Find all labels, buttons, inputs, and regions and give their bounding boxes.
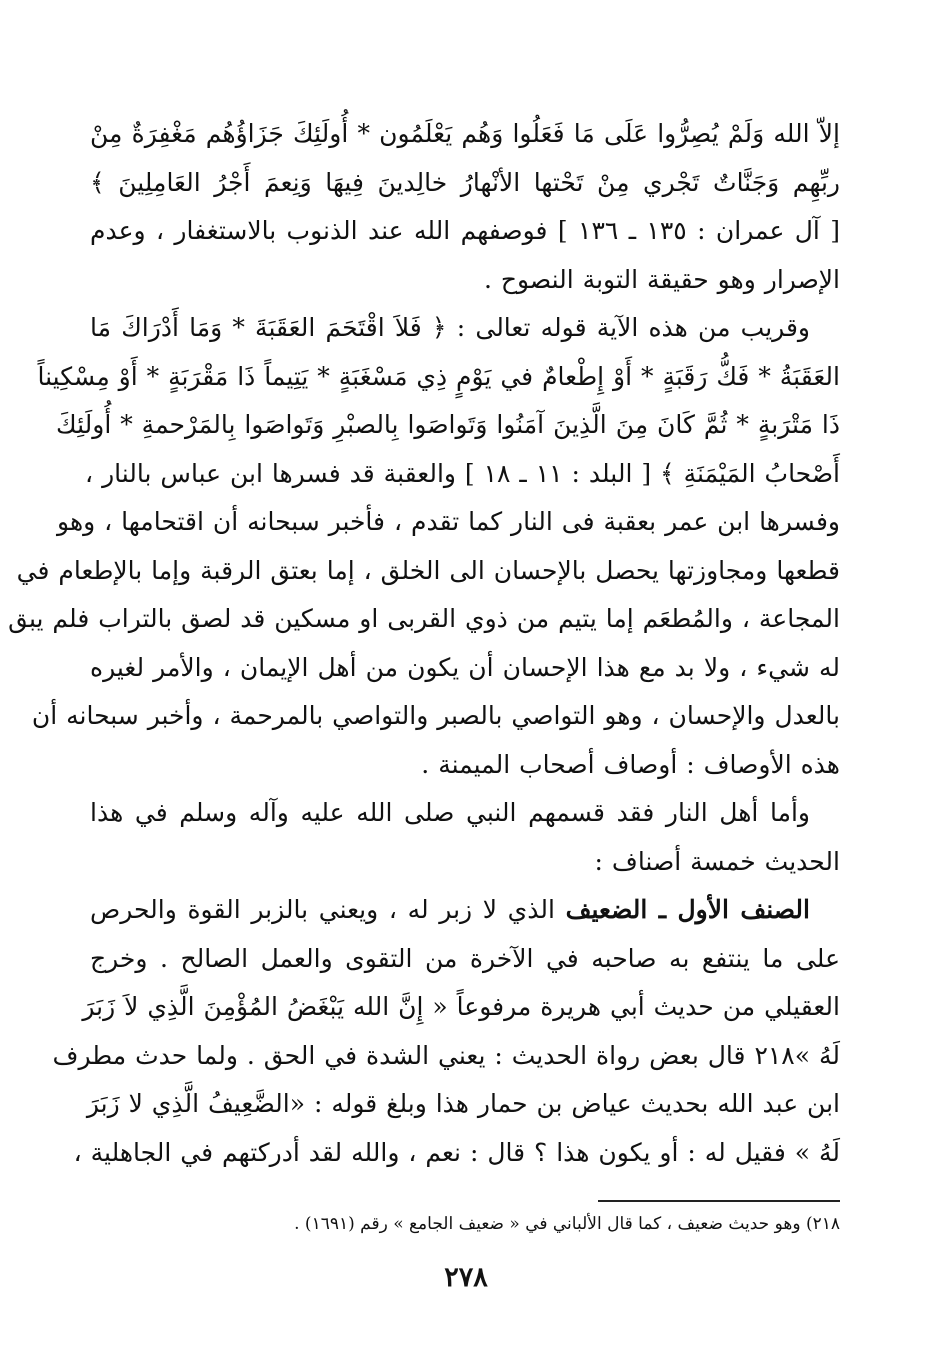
text-line: ذَا مَتْرَبةٍ * ثُمَّ كَانَ مِنَ الَّذِينَ آمَنُوا وَتَواصَوا بِالصبْرِ وَتَواصَوا بِالمَرْحمةِ * أُولَئِكَ [56,410,840,439]
text-line: العقيلي من حديث أبي هريرة مرفوعاً « إِنَّ الله يَبْغَضُ المُؤْمِنَ الَّذِي لاَ زَبَرَ [82,992,840,1021]
text-line: لَهُ » فقيل له : أو يكون هذا ؟ قال : نعم ، والله لقد أدركتهم في الجاهلية ، [73,1137,840,1167]
text-line: قطعها ومجاوزتها يحصل بالإحسان الى الخلق ، إما بعتق الرقبة وإما بالإطعام في [16,555,840,585]
page-number: ٢٧٨ [444,1262,488,1293]
category-heading: الصنف الأول ـ الضعيف [565,895,810,924]
paragraph-al-balad [8,304,840,789]
footnote-separator [598,1200,840,1202]
footnote: ٢١٨) وهو حديث ضعيف ، كما قال الألباني في « ضعيف الجامع » رقم (١٦٩١) . [294,1214,840,1234]
text-line: أَصْحابُ المَيْمَنَةِ ﴾ [ البلد : ١١ ـ ١٨ ] والعقبة قد فسرها ابن عباس بالنار ، [85,458,840,488]
text-fragment: الذي لا زبر له ، ويعني بالزبر القوة والحرص [90,895,566,924]
text-line: الحديث خمسة أصناف : [594,846,840,876]
text-line: وفسرها ابن عمر بعقبة فى النار كما تقدم ، فأخبر سبحانه أن اقتحامها ، وهو [57,507,840,536]
text-line: وأما أهل النار فقد قسمهم النبي صلى الله عليه وآله وسلم في هذا [90,798,810,827]
text-line: [ آل عمران : ١٣٥ ـ ١٣٦ ] فوصفهم الله عند الذنوب بالاستغفار ، وعدم [90,216,841,245]
text-line: بالعدل والإحسان ، وهو التواصي بالصبر والتواصي بالمرحمة ، وأخبر سبحانه أن [31,701,840,730]
text-line: على ما ينتفع به صاحبه في الآخرة من التقوى والعمل الصالح . وخرج [90,943,840,973]
text-line: وقريب من هذه الآية قوله تعالى : ﴿ فَلاَ اقْتَحَمَ العَقَبَةَ * وَمَا أَدْرَاكَ مَا [90,313,810,342]
text-line: لَهُ »٢١٨ قال بعض رواة الحديث : يعني الشدة في الحق . ولما حدث مطرف [52,1040,840,1070]
text-line: ابن عبد الله بحديث عياض بن حمار هذا وبلغ قوله : «الضَّعِيفُ الَّذِي لا زَبَرَ [86,1089,840,1118]
text-line: المجاعة ، والمُطعَم إما يتيم من ذوي القربى او مسكين قد لصق بالتراب فلم يبق [8,604,840,633]
text-line: الإصرار وهو حقيقة التوبة النصوح . [483,264,840,294]
text-line: ربِّهِم وَجَنَّاتٌ تَجْري مِنْ تَحْتها الأنْهارُ خالِدينَ فِيهَا وَنِعمَ أَجْرُ العَامِلِينَ ﴾ [90,167,840,197]
paragraph-quran-verse [90,110,840,304]
text-line [90,886,840,935]
text-line: إلاّ الله وَلَمْ يُصِرُّوا عَلَى مَا فَعَلُوا وَهُم يَعْلَمُون * أُولَئِكَ جَزَاؤُهُم مَغْفِرَةٌ مِنْ [90,119,840,148]
paragraph-people-of-fire [90,789,840,886]
text-line: هذه الأوصاف : أوصاف أصحاب الميمنة . [421,749,840,779]
text-line: له شيء ، ولا بد مع هذا الإحسان أن يكون من أهل الإيمان ، والأمر لغيره [90,652,840,682]
text-line: العَقَبَةُ * فَكُّ رَقَبَةٍ * أَوْ إِطْعامٌ في يَوْمٍ ذِي مَسْغَبَةٍ * يَتِيماً ذَا مَقْرَبَةٍ * أَوْ مِسْكِيناً [37,361,840,391]
body-text [8,110,841,1177]
paragraph-first-category [52,886,840,1177]
